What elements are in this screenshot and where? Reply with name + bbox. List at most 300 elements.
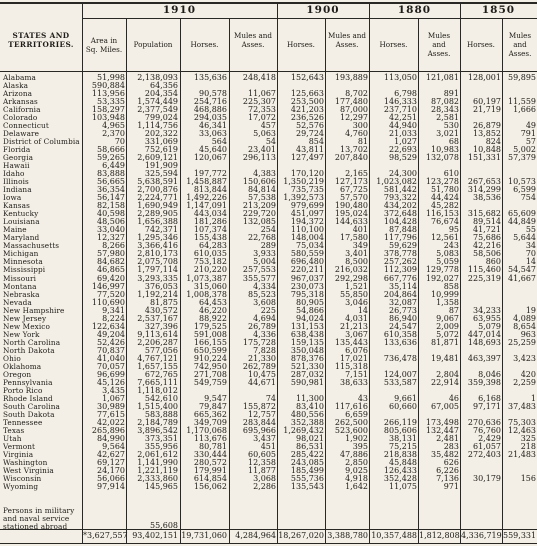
- table-cell: 19,481: [431, 353, 459, 363]
- table-cell: 1,023,082: [376, 177, 417, 187]
- table-cell: 521,330: [290, 361, 324, 371]
- table-cell: 21,483: [508, 449, 536, 459]
- table-cell: 590,884: [91, 81, 125, 91]
- table-cell: 47,886: [340, 449, 368, 459]
- table-cell: 64,453: [199, 297, 227, 307]
- table-cell: 5,638,591: [137, 177, 178, 187]
- table-cell: 132,447: [425, 425, 459, 435]
- table-cell: 283,844: [242, 417, 276, 427]
- total-cell: 559,331: [503, 531, 537, 540]
- table-cell: 37,483: [508, 401, 536, 411]
- table-cell: 84,814: [248, 185, 276, 195]
- table-cell: 542,610: [144, 393, 178, 403]
- table-cell: 42,627: [97, 449, 125, 459]
- state-name: New York: [3, 330, 40, 339]
- table-cell: 289: [260, 241, 276, 251]
- table-cell: 26,773: [389, 305, 417, 315]
- state-name: District of Columbia: [3, 138, 80, 147]
- table-cell: 352,388: [290, 417, 324, 427]
- population-header: Population: [133, 40, 173, 49]
- table-cell: 378,778: [383, 249, 417, 259]
- table-cell: 38,633: [340, 377, 368, 387]
- table-cell: 610: [443, 169, 459, 179]
- table-cell: 17,021: [340, 353, 368, 363]
- table-cell: 468,886: [193, 105, 227, 115]
- table-cell: 150,606: [242, 177, 276, 187]
- state-name: Oregon: [3, 370, 32, 379]
- table-cell: 3,437: [253, 433, 276, 443]
- table-cell: 120,067: [193, 153, 227, 163]
- table-cell: 146,997: [91, 281, 125, 291]
- table-cell: 117,616: [334, 401, 368, 411]
- table-cell: 45,848: [389, 457, 417, 467]
- table-cell: 75,215: [389, 441, 417, 451]
- table-cell: 41,667: [508, 273, 536, 283]
- table-cell: 9,025: [345, 465, 368, 475]
- table-cell: 124,007: [383, 369, 417, 379]
- table-cell: 1,221,119: [137, 465, 178, 475]
- table-cell: 331,069: [144, 137, 178, 147]
- table-cell: 135,543: [290, 482, 324, 492]
- table-cell: 132,085: [242, 217, 276, 227]
- table-cell: 614,854: [193, 474, 227, 483]
- table-cell: 1,114,756: [137, 121, 178, 131]
- table-cell: 626: [443, 457, 459, 467]
- table-cell: 2,165: [345, 169, 368, 179]
- table-cell: 1,350,219: [283, 177, 324, 187]
- state-name: New Jersey: [3, 314, 47, 323]
- table-cell: 480,556: [290, 409, 324, 419]
- state-name: Wisconsin: [3, 475, 42, 483]
- table-cell: 59,629: [389, 241, 417, 251]
- table-cell: 204,864: [383, 289, 417, 299]
- table-cell: 117,796: [383, 233, 417, 243]
- table-cell: 672,765: [144, 369, 178, 379]
- table-cell: 70: [525, 249, 536, 259]
- table-cell: 10,999: [431, 289, 459, 299]
- table-cell: 2,850: [345, 457, 368, 467]
- table-cell: 350,048: [290, 345, 324, 355]
- table-cell: 10,475: [248, 369, 276, 379]
- table-cell: 3,046: [345, 297, 368, 307]
- table-cell: 2,700,876: [137, 185, 178, 195]
- table-cell: 36,354: [97, 185, 125, 195]
- table-cell: 854: [308, 137, 324, 147]
- table-cell: 736,478: [383, 353, 417, 363]
- table-cell: 22,914: [431, 377, 459, 387]
- mules-header: Mules and Asses.: [427, 31, 451, 58]
- table-cell: 24,547: [389, 321, 417, 331]
- table-cell: 173,498: [425, 417, 459, 427]
- mules-header: Mules and Asses.: [508, 31, 532, 58]
- table-cell: 420: [520, 369, 536, 379]
- table-cell: 555,736: [290, 474, 324, 483]
- state-name: Wyoming: [3, 483, 39, 492]
- table-cell: 799,024: [144, 113, 178, 123]
- table-cell: 2,609,121: [137, 153, 178, 163]
- table-cell: 5,002: [513, 145, 536, 155]
- table-cell: 3,401: [345, 249, 368, 259]
- table-cell: 190,480: [334, 201, 368, 211]
- table-cell: 294,035: [193, 113, 227, 123]
- table-cell: 17,580: [340, 233, 368, 243]
- table-cell: 159,135: [290, 337, 324, 347]
- table-cell: 32,087: [389, 297, 417, 307]
- table-cell: 14: [357, 305, 368, 315]
- year-1900: 1900: [306, 4, 340, 16]
- table-cell: 113,956: [91, 89, 125, 99]
- table-cell: 35,482: [431, 449, 459, 459]
- table-cell: 12,297: [340, 113, 368, 123]
- table-cell: 314,299: [467, 185, 501, 195]
- table-cell: 75,686: [473, 233, 501, 243]
- table-cell: 25,259: [508, 337, 536, 347]
- table-cell: 1,690,949: [137, 201, 178, 211]
- table-cell: 80,781: [199, 441, 227, 451]
- table-cell: 69,420: [97, 273, 125, 283]
- table-cell: 349: [352, 241, 368, 251]
- total-cell: 4,336,719: [461, 531, 502, 540]
- table-cell: 202,322: [144, 129, 178, 139]
- table-cell: 74: [265, 393, 276, 403]
- table-cell: 67,725: [340, 185, 368, 195]
- table-cell: 3,435: [102, 385, 125, 395]
- table-cell: 54: [265, 137, 276, 147]
- table-cell: 64,283: [199, 241, 227, 251]
- table-cell: 158,297: [91, 105, 125, 115]
- table-cell: 107,374: [193, 225, 227, 235]
- table-cell: 179,525: [193, 321, 227, 331]
- state-name: New Hampshire: [3, 306, 65, 315]
- state-name: Kentucky: [3, 210, 39, 219]
- table-cell: 44,849: [508, 217, 536, 227]
- table-cell: 230,073: [290, 281, 324, 291]
- table-cell: 793,322: [383, 193, 417, 203]
- table-cell: 742,950: [193, 361, 227, 371]
- table-cell: 910,224: [193, 353, 227, 363]
- state-name: Nevada: [3, 298, 32, 307]
- table-cell: 57,379: [508, 153, 536, 163]
- table-cell: 451,097: [290, 209, 324, 219]
- table-cell: 79,847: [199, 401, 227, 411]
- table-cell: 1,118,012: [137, 385, 178, 395]
- state-name: Porto Rico: [3, 386, 43, 395]
- table-cell: 355,577: [242, 273, 276, 283]
- table-cell: 225: [260, 305, 276, 315]
- state-name: South Carolina: [3, 402, 60, 411]
- table-cell: 19: [525, 305, 536, 315]
- table-cell: 156,062: [193, 482, 227, 492]
- table-cell: 5,059: [436, 257, 459, 267]
- table-cell: 11,075: [389, 482, 417, 492]
- table-cell: 349,709: [193, 417, 227, 427]
- table-cell: 21,719: [473, 105, 501, 115]
- table-cell: 1,574,449: [137, 97, 178, 107]
- table-cell: 30,989: [97, 401, 125, 411]
- table-cell: 23,401: [248, 145, 276, 155]
- table-cell: 253,500: [290, 97, 324, 107]
- table-cell: 610,035: [193, 249, 227, 259]
- table-cell: 94,024: [296, 313, 324, 323]
- table-cell: 41,721: [473, 225, 501, 235]
- table-cell: 2,333,860: [137, 474, 178, 483]
- table-cell: 155,872: [242, 401, 276, 411]
- state-name: North Carolina: [3, 338, 61, 347]
- table-cell: 533,587: [383, 377, 417, 387]
- table-cell: 13,702: [340, 145, 368, 155]
- table-cell: 51,780: [431, 185, 459, 195]
- table-cell: 2,075,708: [137, 257, 178, 267]
- table-cell: 57,980: [97, 249, 125, 259]
- table-cell: 121,081: [425, 73, 459, 82]
- table-cell: 76,674: [431, 217, 459, 227]
- table-cell: 8,046: [478, 369, 501, 379]
- table-cell: 192,027: [425, 273, 459, 283]
- table-cell: 805,606: [383, 425, 417, 435]
- table-cell: 12,463: [508, 425, 536, 435]
- table-cell: 650,599: [193, 345, 227, 355]
- table-cell: 11,300: [296, 393, 324, 403]
- total-cell: 10,357,488: [371, 531, 417, 540]
- table-cell: 193,889: [334, 73, 368, 82]
- table-cell: 752,619: [144, 145, 178, 155]
- table-cell: 754: [520, 193, 536, 203]
- states-header: STATES AND TERRITORIES.: [8, 31, 74, 49]
- table-cell: 967,037: [290, 273, 324, 283]
- state-name: Connecticut: [3, 122, 49, 131]
- table-cell: 4,694: [253, 313, 276, 323]
- table-cell: 59,895: [508, 73, 536, 82]
- table-cell: 61,057: [473, 441, 501, 451]
- table-cell: 115,318: [334, 361, 368, 371]
- table-cell: 38,131: [389, 433, 417, 443]
- table-cell: 97,171: [473, 401, 501, 411]
- table-cell: 8,702: [345, 89, 368, 99]
- table-cell: 270,636: [467, 417, 501, 427]
- table-cell: 963: [520, 329, 536, 339]
- table-cell: 9,547: [204, 393, 227, 403]
- table-cell: 2,206,287: [137, 337, 178, 347]
- state-name: Vermont: [3, 442, 36, 451]
- state-name: California: [3, 106, 41, 115]
- table-cell: 87,082: [431, 97, 459, 107]
- table-cell: 3,896,542: [137, 425, 178, 435]
- table-cell: 7,828: [253, 345, 276, 355]
- table-cell: 327,396: [144, 321, 178, 331]
- table-cell: 443,034: [193, 209, 227, 219]
- table-cell: 103,948: [91, 113, 125, 123]
- table-cell: 220,211: [290, 265, 324, 275]
- table-cell: 146,333: [383, 97, 417, 107]
- table-cell: 2,377,549: [137, 105, 178, 115]
- table-cell: 10,573: [508, 177, 536, 187]
- table-cell: 5,079: [478, 321, 501, 331]
- table-cell: 791: [520, 129, 536, 139]
- table-cell: 155,438: [193, 233, 227, 243]
- table-cell: 207,840: [334, 153, 368, 163]
- table-cell: 104,428: [383, 217, 417, 227]
- table-cell: 60,660: [389, 401, 417, 411]
- table-cell: 166,155: [193, 337, 227, 347]
- table-cell: 10,848: [473, 145, 501, 155]
- table-cell: 56,147: [97, 193, 125, 203]
- table-cell: 2,138,093: [137, 73, 178, 82]
- table-cell: 133,636: [383, 337, 417, 347]
- table-cell: 2,370: [102, 129, 125, 139]
- table-cell: 72,353: [248, 105, 276, 115]
- table-cell: 6,659: [345, 409, 368, 419]
- table-cell: 1,656,388: [137, 217, 178, 227]
- table-cell: 44,671: [248, 377, 276, 387]
- table-cell: 195,024: [334, 209, 368, 219]
- table-cell: 29,724: [296, 129, 324, 139]
- table-cell: 2,259: [513, 377, 536, 387]
- table-cell: 265,896: [91, 425, 125, 435]
- table-cell: 90,578: [199, 89, 227, 99]
- military-population: 55,608: [150, 521, 178, 530]
- table-cell: 26,879: [473, 121, 501, 131]
- table-cell: 3,933: [253, 249, 276, 259]
- table-cell: 4,918: [345, 474, 368, 483]
- state-name: Nebraska: [3, 290, 40, 299]
- table-cell: 52,576: [296, 121, 324, 131]
- table-cell: 35,114: [389, 281, 417, 291]
- table-cell: 46: [448, 393, 459, 403]
- table-cell: 225,319: [467, 273, 501, 283]
- table-cell: 6,798: [394, 89, 417, 99]
- table-cell: 82,158: [97, 201, 125, 211]
- state-name: Indiana: [3, 186, 32, 195]
- table-cell: 395: [352, 441, 368, 451]
- table-cell: 372,648: [383, 209, 417, 219]
- table-cell: 97,914: [97, 482, 125, 492]
- table-cell: 2,061,612: [137, 449, 178, 459]
- table-cell: 30,179: [473, 474, 501, 483]
- table-cell: 4,336: [253, 329, 276, 339]
- table-cell: 45,640: [199, 145, 227, 155]
- table-cell: 135,636: [193, 73, 227, 82]
- state-name: Iowa: [3, 194, 22, 203]
- table-cell: 257,553: [242, 265, 276, 275]
- state-name: Tennessee: [3, 418, 43, 427]
- table-cell: 89,514: [473, 217, 501, 227]
- table-cell: 77,520: [97, 289, 125, 299]
- table-cell: 530: [443, 121, 459, 131]
- table-cell: 57: [525, 137, 536, 147]
- table-cell: 813,844: [193, 185, 227, 195]
- table-cell: 26,789: [248, 321, 276, 331]
- table-cell: 9,564: [102, 441, 125, 451]
- table-cell: 87: [448, 305, 459, 315]
- table-cell: 591,008: [193, 329, 227, 339]
- table-cell: 1,269,432: [283, 425, 324, 435]
- table-cell: 12,327: [97, 233, 125, 243]
- table-cell: 287,032: [290, 369, 324, 379]
- state-name: Illinois: [3, 178, 29, 187]
- table-cell: 177,480: [334, 97, 368, 107]
- table-cell: 218,838: [383, 449, 417, 459]
- table-cell: 12,561: [431, 233, 459, 243]
- state-name: Arizona: [3, 90, 33, 99]
- table-cell: 1,141,990: [137, 457, 178, 467]
- table-cell: 116,153: [425, 209, 459, 219]
- table-cell: 9,661: [394, 393, 417, 403]
- table-cell: 56,066: [97, 474, 125, 483]
- table-cell: 229,720: [242, 209, 276, 219]
- table-cell: 181,286: [193, 217, 227, 227]
- table-cell: 10,983: [431, 145, 459, 155]
- table-cell: 325: [520, 433, 536, 443]
- table-cell: 69,127: [97, 457, 125, 467]
- table-cell: 5,644: [513, 233, 536, 243]
- table-cell: 272,403: [467, 449, 501, 459]
- state-name: Arkansas: [3, 98, 38, 107]
- table-cell: 3,423: [513, 353, 536, 363]
- table-cell: 218: [520, 441, 536, 451]
- table-cell: 590,981: [290, 377, 324, 387]
- area-header: Area in Sq. Miles.: [85, 36, 123, 54]
- table-cell: 795,318: [290, 289, 324, 299]
- table-cell: 243,085: [290, 457, 324, 467]
- state-name: Michigan: [3, 250, 39, 259]
- table-cell: 1,666: [513, 105, 536, 115]
- state-name: Maryland: [3, 234, 40, 243]
- table-cell: 179,991: [193, 465, 227, 475]
- table-cell: 1,521: [345, 281, 368, 291]
- table-cell: 5,083: [436, 249, 459, 259]
- table-cell: 858: [443, 281, 459, 291]
- table-cell: 110,690: [91, 297, 125, 307]
- state-name: Utah: [3, 434, 22, 443]
- table-cell: 254,716: [193, 97, 227, 107]
- table-cell: 12,358: [248, 457, 276, 467]
- table-cell: 376,053: [144, 281, 178, 291]
- table-cell: 4,334: [253, 281, 276, 291]
- horses-header: Horses.: [190, 40, 219, 49]
- table-cell: 237,710: [383, 105, 417, 115]
- table-cell: 4,031: [345, 313, 368, 323]
- horses-header: Horses.: [379, 40, 408, 49]
- table-cell: 3,293,335: [137, 273, 178, 283]
- state-name: Massachusetts: [3, 242, 60, 251]
- table-cell: 1,458,887: [186, 177, 227, 187]
- table-cell: 12,757: [248, 409, 276, 419]
- table-cell: 110,100: [290, 225, 324, 235]
- table-cell: 58,506: [473, 249, 501, 259]
- table-cell: 451: [260, 441, 276, 451]
- table-cell: 1,392,573: [283, 193, 324, 203]
- table-cell: 262,500: [334, 417, 368, 427]
- table-cell: 14: [525, 257, 536, 267]
- table-cell: 11,067: [248, 89, 276, 99]
- table-cell: 2,009: [436, 321, 459, 331]
- table-cell: 210,220: [193, 265, 227, 275]
- table-cell: 315,682: [467, 209, 501, 219]
- table-cell: 175,728: [242, 337, 276, 347]
- state-name: Missouri: [3, 274, 37, 283]
- table-cell: 46,220: [199, 305, 227, 315]
- table-cell: 152,643: [290, 73, 324, 82]
- table-cell: 1,358: [436, 297, 459, 307]
- table-cell: 2,481: [436, 433, 459, 443]
- total-cell: 1,812,808: [419, 531, 460, 540]
- military-label: Persons in military and naval service stationed abroad: [3, 506, 75, 531]
- table-cell: 2,286: [253, 482, 276, 492]
- table-cell: 457: [260, 121, 276, 131]
- horses-header: Horses.: [467, 40, 495, 49]
- table-cell: 225,307: [242, 97, 276, 107]
- table-cell: 83,888: [97, 169, 125, 179]
